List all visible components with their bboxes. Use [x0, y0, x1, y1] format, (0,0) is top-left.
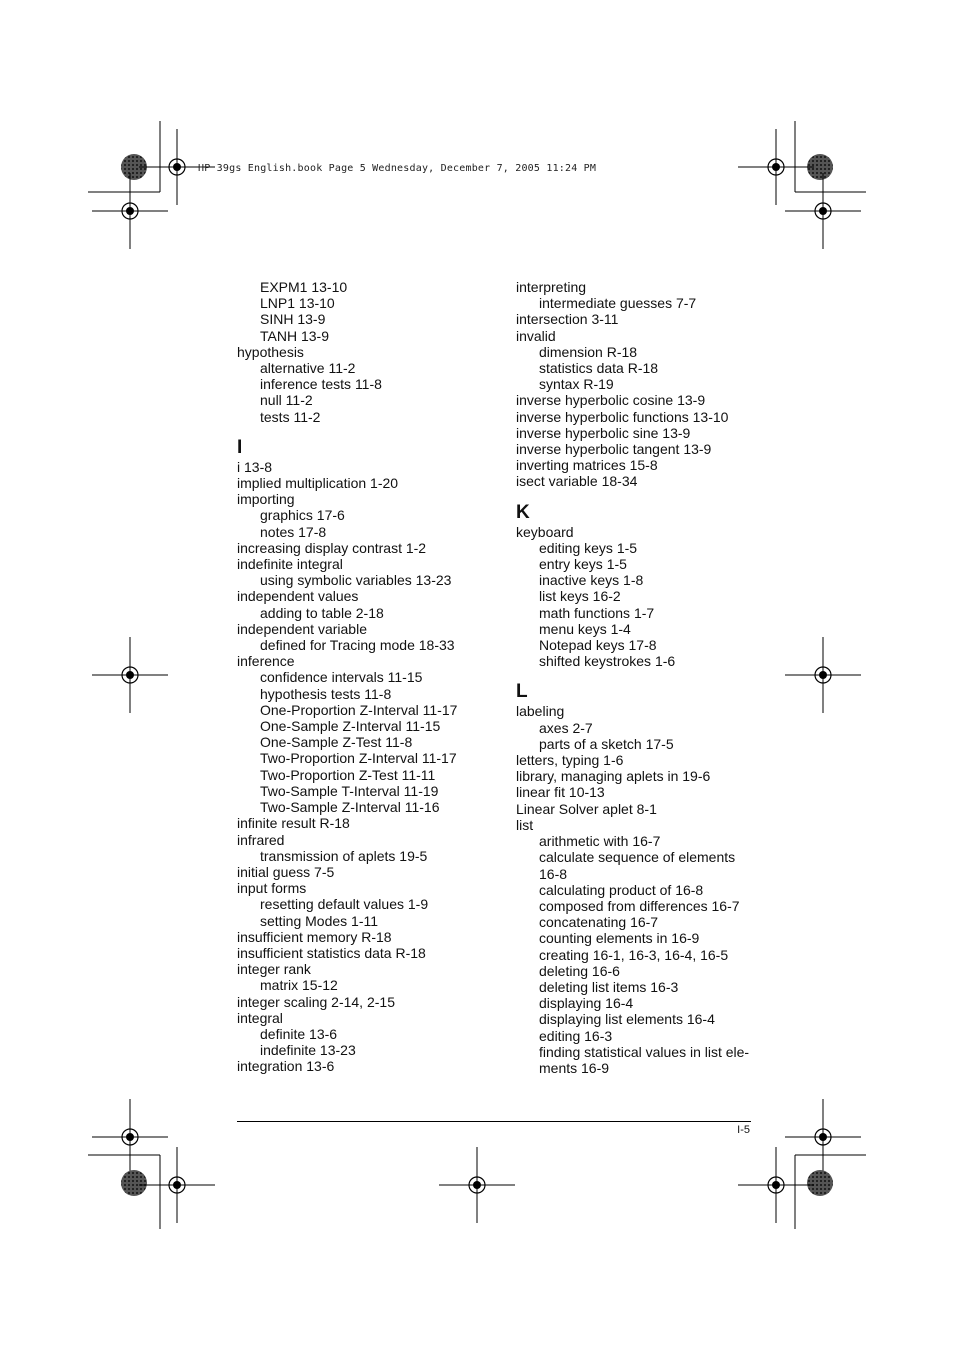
index-letter-heading: L [516, 681, 528, 703]
index-subentry: alternative 11-2 [260, 360, 356, 377]
index-subentry: math functions 1-7 [539, 604, 655, 621]
index-subentry: syntax R-19 [539, 376, 614, 393]
index-subentry: definite 13-6 [260, 1025, 338, 1042]
index-subentry: creating 16-1, 16-3, 16-4, 16-5 [539, 946, 729, 963]
index-letter-heading: K [516, 501, 530, 523]
crosshair-icon [439, 1147, 515, 1223]
index-subentry: Two-Proportion Z-Test 11-11 [260, 766, 436, 783]
index-subentry: inference tests 11-8 [260, 376, 382, 393]
index-subentry: arithmetic with 16-7 [539, 833, 661, 850]
index-entry: increasing display contrast 1-2 [237, 539, 427, 556]
index-entry: integer scaling 2-14, 2-15 [237, 993, 395, 1010]
color-target-icon [807, 1170, 833, 1196]
index-subentry: calculating product of 16-8 [539, 881, 704, 898]
index-subentry: notes 17-8 [260, 523, 327, 540]
index-entry: indefinite integral [237, 556, 343, 573]
index-subentry: concatenating 16-7 [539, 914, 659, 931]
index-subentry: Two-Proportion Z-Interval 11-17 [260, 750, 457, 767]
index-letter-heading: I [237, 436, 243, 458]
index-subentry: inactive keys 1-8 [539, 572, 644, 589]
index-column-right [516, 279, 766, 1076]
index-entry: implied multiplication 1-20 [237, 475, 399, 492]
index-subentry: tests 11-2 [260, 408, 321, 425]
index-entry: intersection 3-11 [516, 311, 619, 328]
index-entry: infinite result R-18 [237, 815, 350, 832]
index-subentry: menu keys 1-4 [539, 620, 631, 637]
index-subentry: Notepad keys 17-8 [539, 637, 657, 654]
index-entry: labeling [516, 703, 565, 720]
index-subentry: indefinite 13-23 [260, 1042, 356, 1059]
crosshair-icon [785, 173, 861, 249]
index-entry: inference [237, 653, 295, 670]
index-entry: input forms [237, 880, 307, 897]
index-subentry: editing 16-3 [539, 1027, 613, 1044]
index-entry: integral [237, 1009, 283, 1026]
index-entry: insufficient statistics data R-18 [237, 944, 426, 961]
index-column-left [237, 279, 487, 1075]
index-subentry: shifted keystrokes 1-6 [539, 653, 676, 670]
index-entry: keyboard [516, 523, 574, 540]
index-subentry: SINH 13-9 [260, 311, 326, 328]
index-subentry: LNP1 13-10 [260, 295, 335, 312]
index-subentry: displaying 16-4 [539, 995, 634, 1012]
index-subentry: setting Modes 1-11 [260, 912, 379, 929]
index-subentry: entry keys 1-5 [539, 556, 627, 573]
index-entry: isect variable 18-34 [516, 473, 638, 490]
index-subentry: deleting 16-6 [539, 962, 620, 979]
index-subentry: counting elements in 16-9 [539, 930, 700, 947]
index-subentry: using symbolic variables 13-23 [260, 572, 452, 589]
index-entry: independent values [237, 588, 359, 605]
crosshair-icon [785, 1099, 861, 1175]
index-subentry: editing keys 1-5 [539, 539, 638, 556]
print-header: HP 39gs English.book Page 5 Wednesday, December 7, 2005 11:24 PM [198, 163, 597, 174]
index-entry: initial guess 7-5 [237, 863, 335, 880]
index-entry: inverse hyperbolic sine 13-9 [516, 424, 691, 441]
index-subentry: defined for Tracing mode 18-33 [260, 637, 455, 654]
crosshair-icon [139, 1147, 215, 1223]
index-entry: integer rank [237, 961, 311, 978]
index-entry: insufficient memory R-18 [237, 928, 392, 945]
index-subentry: axes 2-7 [539, 719, 593, 736]
index-subentry: Two-Sample T-Interval 11-19 [260, 782, 439, 799]
index-entry: library, managing aplets in 19-6 [516, 768, 711, 785]
crosshair-icon [785, 637, 861, 713]
index-entry: hypothesis [237, 343, 304, 360]
index-subentry: adding to table 2-18 [260, 604, 384, 621]
index-subentry: resetting default values 1-9 [260, 896, 429, 913]
crosshair-icon [738, 129, 814, 205]
index-entry: infrared [237, 831, 285, 848]
index-subentry: TANH 13-9 [260, 327, 329, 344]
index-subentry: composed from differences 16-7 [539, 897, 740, 914]
index-entry: inverse hyperbolic cosine 13-9 [516, 392, 706, 409]
index-entry: interpreting [516, 279, 587, 295]
index-entry: inverse hyperbolic functions 13-10 [516, 408, 729, 425]
color-target-icon [121, 1170, 147, 1196]
index-entry: letters, typing 1-6 [516, 752, 624, 769]
index-subentry: list keys 16-2 [539, 588, 621, 605]
index-subentry: One-Sample Z-Test 11-8 [260, 734, 413, 751]
index-entry: Linear Solver aplet 8-1 [516, 800, 657, 817]
index-entry: invalid [516, 327, 556, 344]
index-entry: importing [237, 491, 295, 508]
index-subentry: EXPM1 13-10 [260, 279, 348, 295]
index-entry: list [516, 816, 534, 833]
index-subentry: dimension R-18 [539, 343, 638, 360]
index-entry: i 13-8 [237, 458, 273, 475]
index-subentry: deleting list items 16-3 [539, 978, 679, 995]
index-subentry: transmission of aplets 19-5 [260, 847, 428, 864]
index-entry: integration 13-6 [237, 1058, 335, 1075]
index-subentry: Two-Sample Z-Interval 11-16 [260, 799, 440, 816]
index-subentry: displaying list elements 16-4 [539, 1011, 715, 1028]
index-entry: linear fit 10-13 [516, 784, 605, 801]
crosshair-icon [92, 1099, 168, 1175]
index-subentry: graphics 17-6 [260, 507, 345, 524]
index-entry: inverse hyperbolic tangent 13-9 [516, 441, 712, 458]
crosshair-icon [738, 1147, 814, 1223]
index-entry: independent variable [237, 620, 367, 637]
index-subentry: matrix 15-12 [260, 977, 338, 994]
index-subentry: One-Proportion Z-Interval 11-17 [260, 701, 458, 718]
footer-rule [237, 1121, 751, 1122]
index-subentry: null 11-2 [260, 392, 313, 409]
crosshair-icon [92, 637, 168, 713]
index-entry: inverting matrices 15-8 [516, 457, 658, 474]
index-subentry: One-Sample Z-Interval 11-15 [260, 718, 441, 735]
crosshair-icon [92, 173, 168, 249]
page-number: I-5 [737, 1124, 750, 1136]
index-subentry: hypothesis tests 11-8 [260, 685, 392, 702]
index-subentry: calculate sequence of elements 16-8 [539, 849, 736, 882]
index-subentry: statistics data R-18 [539, 360, 659, 377]
index-subentry: confidence intervals 11-15 [260, 669, 423, 686]
index-subentry: intermediate guesses 7-7 [539, 295, 697, 312]
index-subentry: parts of a sketch 17-5 [539, 735, 674, 752]
index-subentry: finding statistical values in list ele-ments 16-9 [539, 1043, 750, 1076]
